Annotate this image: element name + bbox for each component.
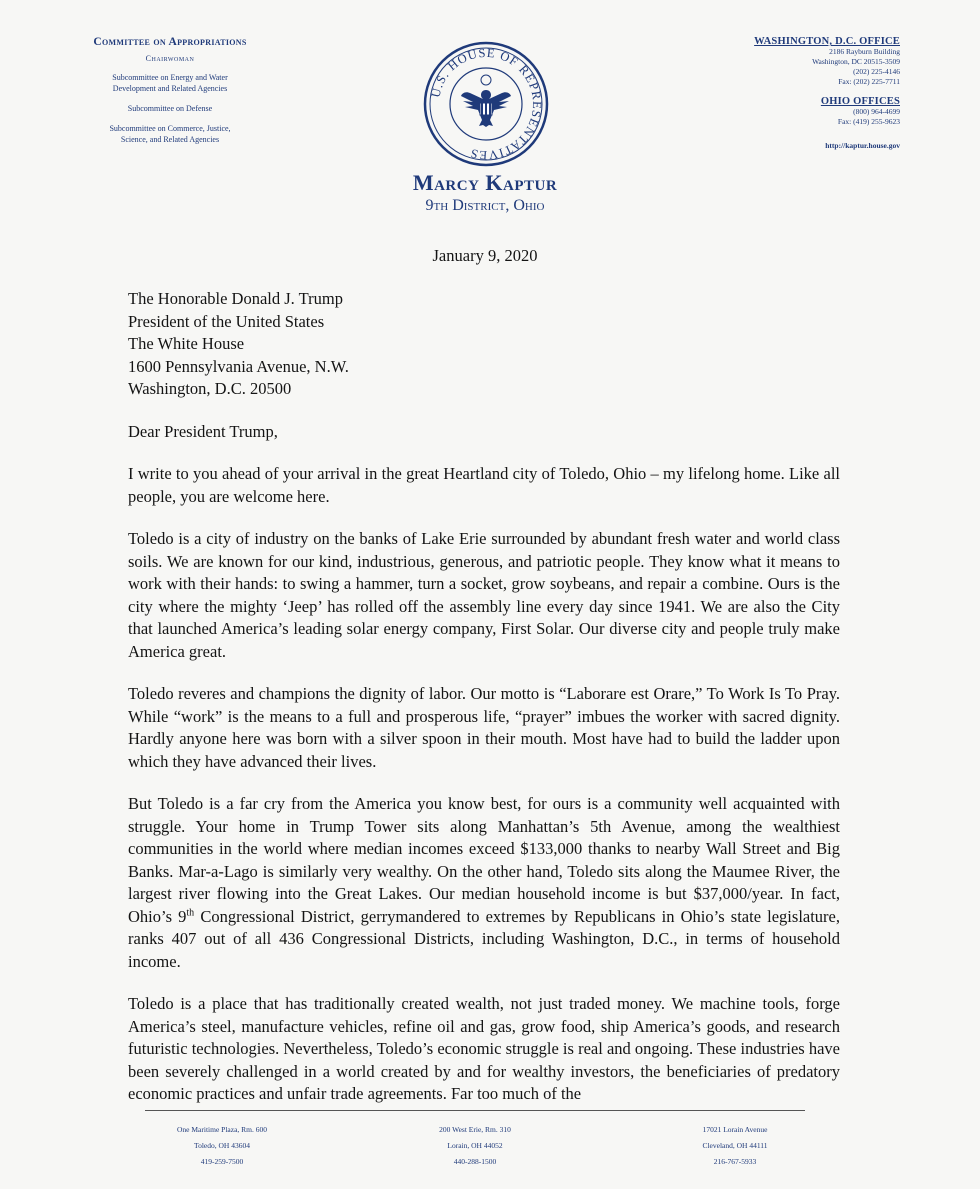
paragraph-2: Toledo is a city of industry on the banks of Lake Erie surrounded by abundant fresh water and world class soils. We are known for our kind, industrious, generous, and patriotic people. They know what it means to work with their hands: to swing a hammer, turn a socket, grow soybeans, and repair a combine. Ours is the city where the mighty ‘Jeep’ has rolled off the assembly line every day since 1941. We are also the City that launched America’s leading solar energy company, First Solar. Our diverse city and people truly make America great.: [128, 529, 840, 661]
dc-office-heading: WASHINGTON, D.C. OFFICE: [754, 36, 900, 47]
letter-body: [128, 288, 840, 1106]
recipient-address: [128, 288, 840, 401]
recipient-line: 1600 Pennsylvania Avenue, N.W.: [128, 356, 349, 376]
paragraph-4: But Toledo is a far cry from the America you know best, for ours is a community well acquainted with struggle. Your home in Trump Tower sits along Manhattan’s 5th Avenue, among the wealthiest communities in the world where median incomes exceed $133,000 thanks to nearby Wall Street and Big Banks. Mar-a-Lago is similarly very wealthy. On the other hand, Toledo sits along the Maumee River, the largest river flowing into the Great Lakes. Our median household income is but $37,000/year. In fact, Ohio’s 9th Congressional District, gerrymandered to extremes by Republicans in Ohio’s state legislature, ranks 407 out of all 436 Congressional Districts, including Washington, D.C., in terms of household income.: [128, 794, 840, 971]
subcommittee-defense: Subcommittee on Defense: [127, 104, 213, 113]
footer-divider: [145, 1110, 805, 1111]
paragraph-3: Toledo reveres and champions the dignity of labor. Our motto is “Laborare est Orare,” To Work Is To Pray. While “work” is the means to a full and prosperous life, “prayer” imbues the worker with sacred dignity. Hardly anyone here was born with a silver spoon in their mouth. Most have had to build the ladder upon which they have advanced their lives.: [128, 684, 840, 771]
house-seal-icon: [422, 40, 550, 168]
committee-title: Committee on Appropriations: [93, 36, 247, 48]
website-link[interactable]: http://kaptur.house.gov: [825, 141, 900, 150]
paragraph-5: Toledo is a place that has traditionally created wealth, not just traded money. We machine tools, forge America’s steel, manufacture vehicles, refine oil and gas, grow food, ship America’s goods, and research futuristic technologies. Nevertheless, Toledo’s economic struggle is real and ongoing. These industries have been severely challenged in a world created by and for wealthy investors, the beneficiaries of predatory economic practices and unfair trade agreements. Far too much of the: [128, 994, 840, 1103]
ordinal-suffix: th: [186, 907, 195, 918]
recipient-line: President of the United States: [128, 311, 325, 331]
footer-lorain-office: 200 West Erie, Rm. 310 Lorain, OH 44052 440-288-1500: [439, 1125, 511, 1166]
paragraph-1: I write to you ahead of your arrival in the great Heartland city of Toledo, Ohio – my lifelong home. Like all people, you are welcome here.: [128, 464, 840, 506]
dc-office-fax: Fax: (202) 225-7711: [838, 77, 900, 86]
letter-date: January 9, 2020: [432, 246, 538, 265]
subcommittee-commerce: Subcommittee on Commerce, Justice, Science, and Related Agencies: [109, 124, 231, 144]
recipient-line: Washington, D.C. 20500: [128, 379, 292, 398]
footer-toledo-office: One Maritime Plaza, Rm. 600 Toledo, OH 43604 419-259-7500: [177, 1125, 267, 1166]
recipient-line: The White House: [128, 334, 245, 353]
dc-office-phone: (202) 225-4146: [853, 67, 900, 76]
ohio-office-fax: Fax: (419) 255-9623: [837, 117, 900, 126]
footer-cleveland-office: 17021 Lorain Avenue Cleveland, OH 44111 216-767-5933: [702, 1125, 768, 1166]
recipient-line: The Honorable Donald J. Trump: [128, 289, 343, 308]
member-name: Marcy Kaptur: [412, 170, 558, 195]
svg-text:U.S. HOUSE OF REPRESENTATIVES: U.S. HOUSE OF REPRESENTATIVES: [428, 45, 545, 163]
committee-block: [40, 36, 300, 145]
ohio-offices-heading: OHIO OFFICES: [820, 96, 900, 107]
ohio-office-phone: (800) 964-4699: [853, 107, 900, 116]
member-district: 9th District, Ohio: [425, 197, 545, 214]
letterhead-name-block: [330, 170, 640, 215]
dc-office-line: 2186 Rayburn Building: [829, 47, 900, 56]
subcommittee-energy: Subcommittee on Energy and Water Development and Related Agencies: [112, 73, 228, 93]
offices-block: [700, 36, 900, 150]
dc-office-line: Washington, DC 20515-3509: [812, 57, 900, 66]
salutation: Dear President Trump,: [128, 421, 278, 441]
committee-role: Chairwoman: [145, 54, 195, 63]
